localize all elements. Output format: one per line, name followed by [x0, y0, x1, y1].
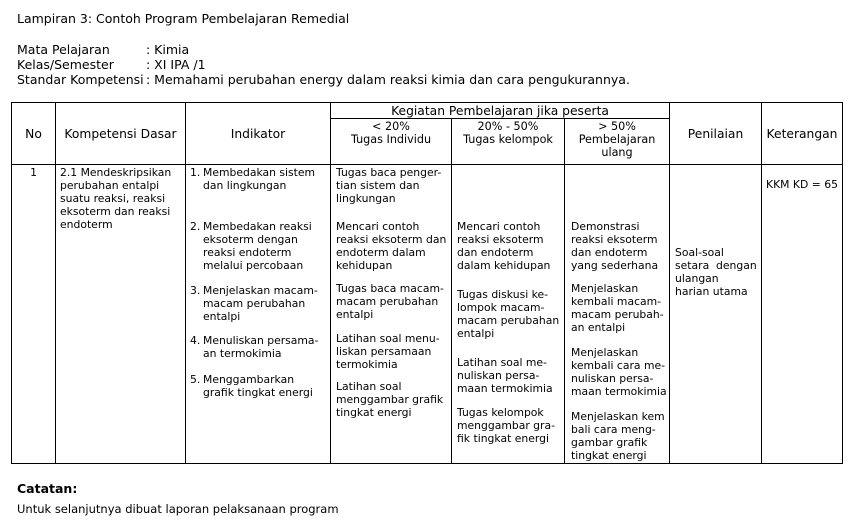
header-no: No — [12, 103, 56, 165]
field-value-mata-pelajaran: : Kimia — [146, 42, 190, 57]
header-tugas-individu — [331, 119, 452, 165]
tugas-kelompok-item: Tugas kelompok menggambar gra- fik tingkat energi — [457, 406, 555, 445]
indikator-number: 2. — [190, 220, 201, 233]
header-kompetensi-dasar: Kompetensi Dasar — [56, 103, 186, 165]
tugas-individu-item: Mencari contoh reaksi eksoterm dan endoterm dalam kehidupan — [336, 220, 447, 272]
cell-tugas-individu — [331, 165, 452, 464]
tugas-individu-item: Tugas baca macam- macam perubahan entalpi — [336, 282, 444, 321]
header-indikator: Indikator — [186, 103, 331, 165]
keterangan-text: KKM KD = 65 — [766, 178, 838, 191]
indikator-text: Membedakan sistem dan lingkungan — [203, 166, 316, 192]
pembelajaran-ulang-item: Demonstrasi reaksi eksoterm dan endoterm yang sederhana — [571, 220, 659, 272]
label-tugas-individu: Tugas Individu — [350, 133, 432, 146]
cell-keterangan — [762, 165, 843, 464]
indikator-text: Menuliskan persama- an termokimia — [203, 334, 319, 360]
indikator-number: 5. — [190, 373, 201, 386]
field-value-standar-kompetensi: : Memahami perubahan energy dalam reaksi kimia dan cara pengukurannya. — [146, 72, 630, 87]
header-kegiatan: Kegiatan Pembelajaran jika peserta — [331, 103, 670, 119]
range-20-50: 20% - 50% — [477, 120, 539, 133]
label-tugas-kelompok: Tugas kelompok — [463, 133, 553, 146]
indikator-number: 3. — [190, 284, 201, 297]
tugas-kelompok-item: Tugas diskusi ke- lompok macam- macam perubahan entalpi — [457, 288, 560, 340]
pembelajaran-ulang-item: Menjelaskan kembali cara me- nuliskan persa- maan termokimia — [571, 346, 667, 398]
header-pembelajaran-ulang — [565, 119, 670, 165]
cell-tugas-kelompok — [452, 165, 565, 464]
page-title: Lampiran 3: Contoh Program Pembelajaran Remedial — [17, 11, 350, 26]
field-label-kelas: Kelas/Semester — [17, 57, 114, 72]
tugas-kelompok-item: Mencari contoh reaksi eksoterm dan endoterm dalam kehidupan — [457, 220, 551, 272]
catatan-text: Untuk selanjutnya dibuat laporan pelaksanaan program — [17, 502, 339, 516]
kompetensi-dasar-text: 2.1 Mendeskripsikan perubahan entalpi suatu reaksi, reaksi eksoterm dan reaksi endoterm — [60, 166, 172, 231]
header-penilaian: Penilaian — [670, 103, 762, 165]
range-over-50: > 50% — [598, 120, 636, 133]
field-value-kelas: : XI IPA /1 — [146, 57, 206, 72]
cell-penilaian — [670, 165, 762, 464]
pembelajaran-ulang-item: Menjelaskan kem bali cara meng- gambar grafik tingkat energi — [571, 410, 665, 462]
pembelajaran-ulang-item: Menjelaskan kembali macam- macam perubah- an entalpi — [571, 282, 664, 334]
catatan-label: Catatan: — [17, 481, 78, 496]
indikator-number: 4. — [190, 334, 201, 347]
range-under-20: < 20% — [372, 120, 410, 133]
cell-indikator — [186, 165, 331, 464]
penilaian-text: Soal-soal setara dengan ulangan harian utama — [675, 246, 757, 298]
field-label-mata-pelajaran: Mata Pelajaran — [17, 42, 110, 57]
field-label-standar-kompetensi: Standar Kompetensi — [17, 72, 144, 87]
cell-kompetensi-dasar — [56, 165, 186, 464]
indikator-text: Membedakan reaksi eksoterm dengan reaksi endoterm melalui percobaan — [203, 220, 312, 272]
table-row — [12, 165, 843, 464]
header-keterangan: Keterangan — [762, 103, 843, 165]
indikator-text: Menggambarkan grafik tingkat energi — [203, 373, 313, 399]
tugas-kelompok-item: Latihan soal me- nuliskan persa- maan termokimia — [457, 356, 553, 395]
header-tugas-kelompok — [452, 119, 565, 165]
cell-pembelajaran-ulang — [565, 165, 670, 464]
tugas-individu-item: Latihan soal menggambar grafik tingkat energi — [336, 380, 444, 419]
tugas-individu-item: Latihan soal menu- liskan persamaan termokimia — [336, 332, 440, 371]
tugas-individu-item: Tugas baca penger- tian sistem dan lingkungan — [336, 166, 442, 205]
indikator-number: 1. — [190, 166, 201, 179]
cell-no — [12, 165, 56, 464]
indikator-text: Menjelaskan macam- macam perubahan entalpi — [203, 284, 318, 323]
row-number: 1 — [30, 166, 37, 179]
label-pembelajaran-ulang: Pembelajaran ulang — [578, 133, 656, 159]
remedial-program-table — [11, 102, 843, 464]
